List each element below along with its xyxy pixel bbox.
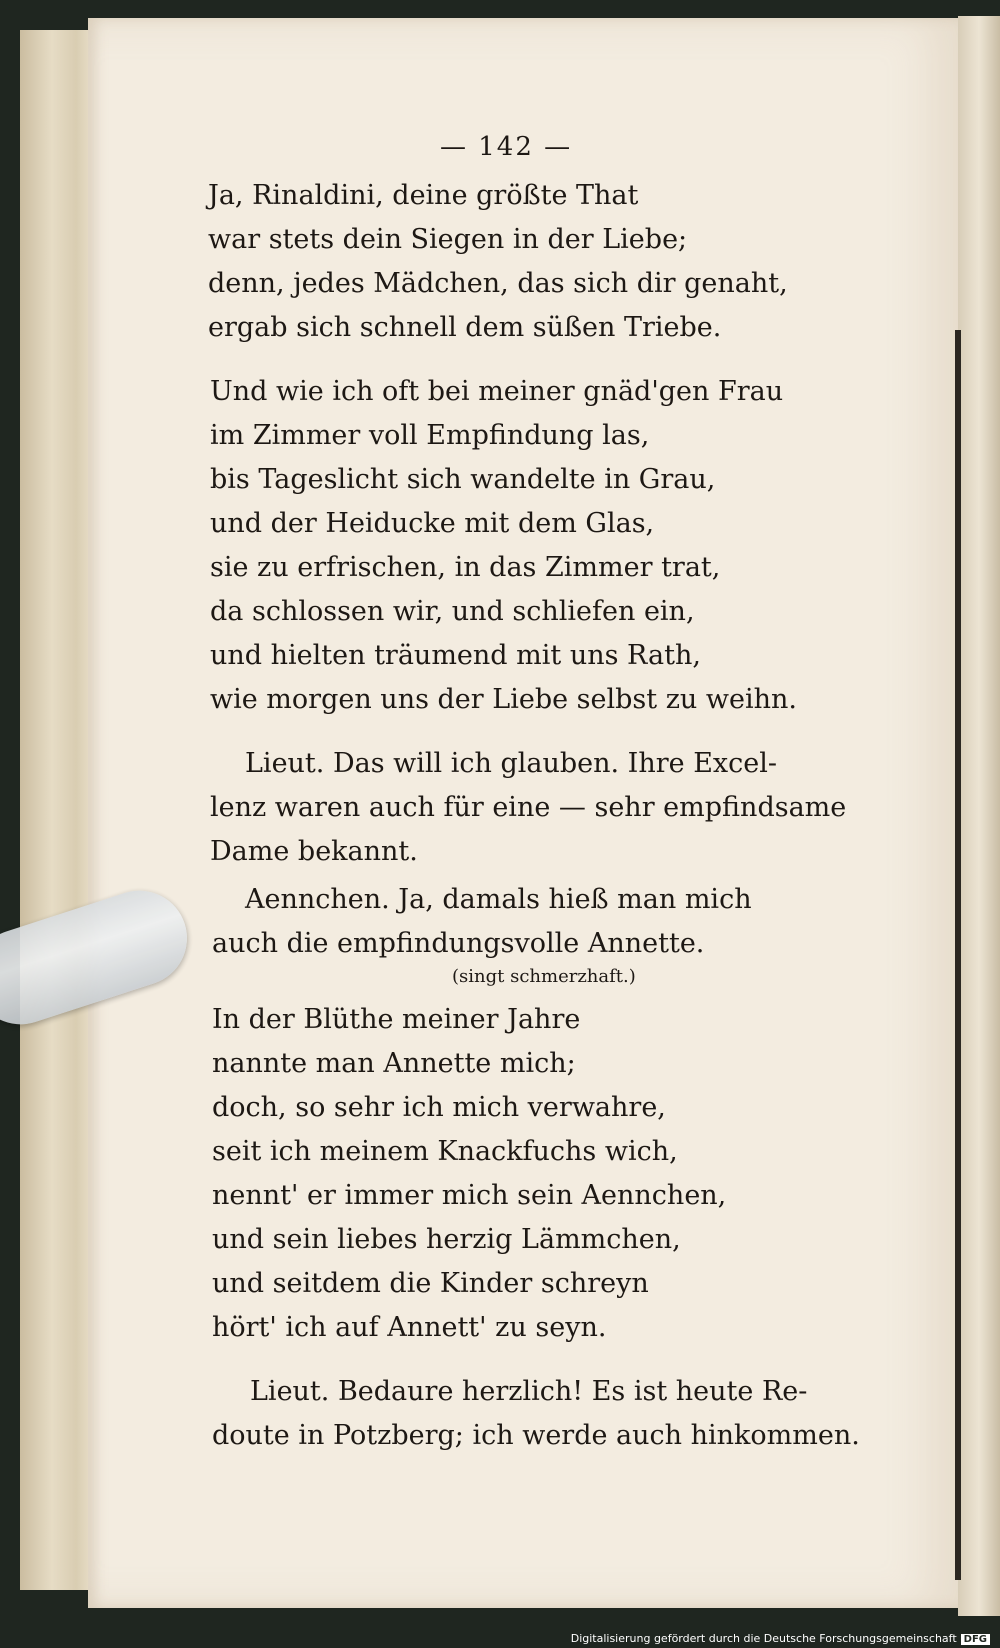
text-line: war stets dein Siegen in der Liebe; <box>208 224 688 255</box>
text-line: und seitdem die Kinder schreyn <box>212 1268 649 1299</box>
footer-credit <box>567 1631 994 1646</box>
text-line: Ja, Rinaldini, deine größte That <box>208 180 639 211</box>
text-line: und sein liebes herzig Lämmchen, <box>212 1224 681 1255</box>
page-number: — 142 — <box>440 132 573 162</box>
text-line: Und wie ich oft bei meiner gnäd'gen Frau <box>210 376 784 407</box>
dfg-logo: DFG <box>961 1634 990 1645</box>
text-line: auch die empfindungsvolle Annette. <box>212 928 705 959</box>
text-line: doute in Potzberg; ich werde auch hinkommen. <box>212 1420 860 1451</box>
text-line: In der Blüthe meiner Jahre <box>212 1004 581 1035</box>
text-line: und hielten träumend mit uns Rath, <box>210 640 701 671</box>
text-line: ergab sich schnell dem süßen Triebe. <box>208 312 722 343</box>
book-spine <box>955 330 961 1580</box>
opposite-page-edge <box>958 16 1000 1616</box>
text-line: und der Heiducke mit dem Glas, <box>210 508 655 539</box>
text-line: Dame bekannt. <box>210 836 418 867</box>
text-line: Lieut. Das will ich glauben. Ihre Excel- <box>245 748 777 779</box>
text-line: im Zimmer voll Empfindung las, <box>210 420 650 451</box>
text-line: Aennchen. Ja, damals hieß man mich <box>245 884 752 915</box>
text-line: sie zu erfrischen, in das Zimmer trat, <box>210 552 721 583</box>
text-line: bis Tageslicht sich wandelte in Grau, <box>210 464 716 495</box>
text-line: wie morgen uns der Liebe selbst zu weihn. <box>210 684 797 715</box>
text-line: lenz waren auch für eine — sehr empfindsame <box>210 792 847 823</box>
text-line: seit ich meinem Knackfuchs wich, <box>212 1136 678 1167</box>
text-line: denn, jedes Mädchen, das sich dir genaht, <box>208 268 788 299</box>
text-line: nannte man Annette mich; <box>212 1048 576 1079</box>
text-line: nennt' er immer mich sein Aennchen, <box>212 1180 727 1211</box>
text-line: da schlossen wir, und schliefen ein, <box>210 596 695 627</box>
text-line: (singt schmerzhaft.) <box>452 966 636 987</box>
text-line: Lieut. Bedaure herzlich! Es ist heute Re- <box>250 1376 808 1407</box>
footer-text: Digitalisierung gefördert durch die Deutsche Forschungsgemeinschaft <box>570 1632 957 1645</box>
text-line: doch, so sehr ich mich verwahre, <box>212 1092 666 1123</box>
text-line: hört' ich auf Annett' zu seyn. <box>212 1312 607 1343</box>
